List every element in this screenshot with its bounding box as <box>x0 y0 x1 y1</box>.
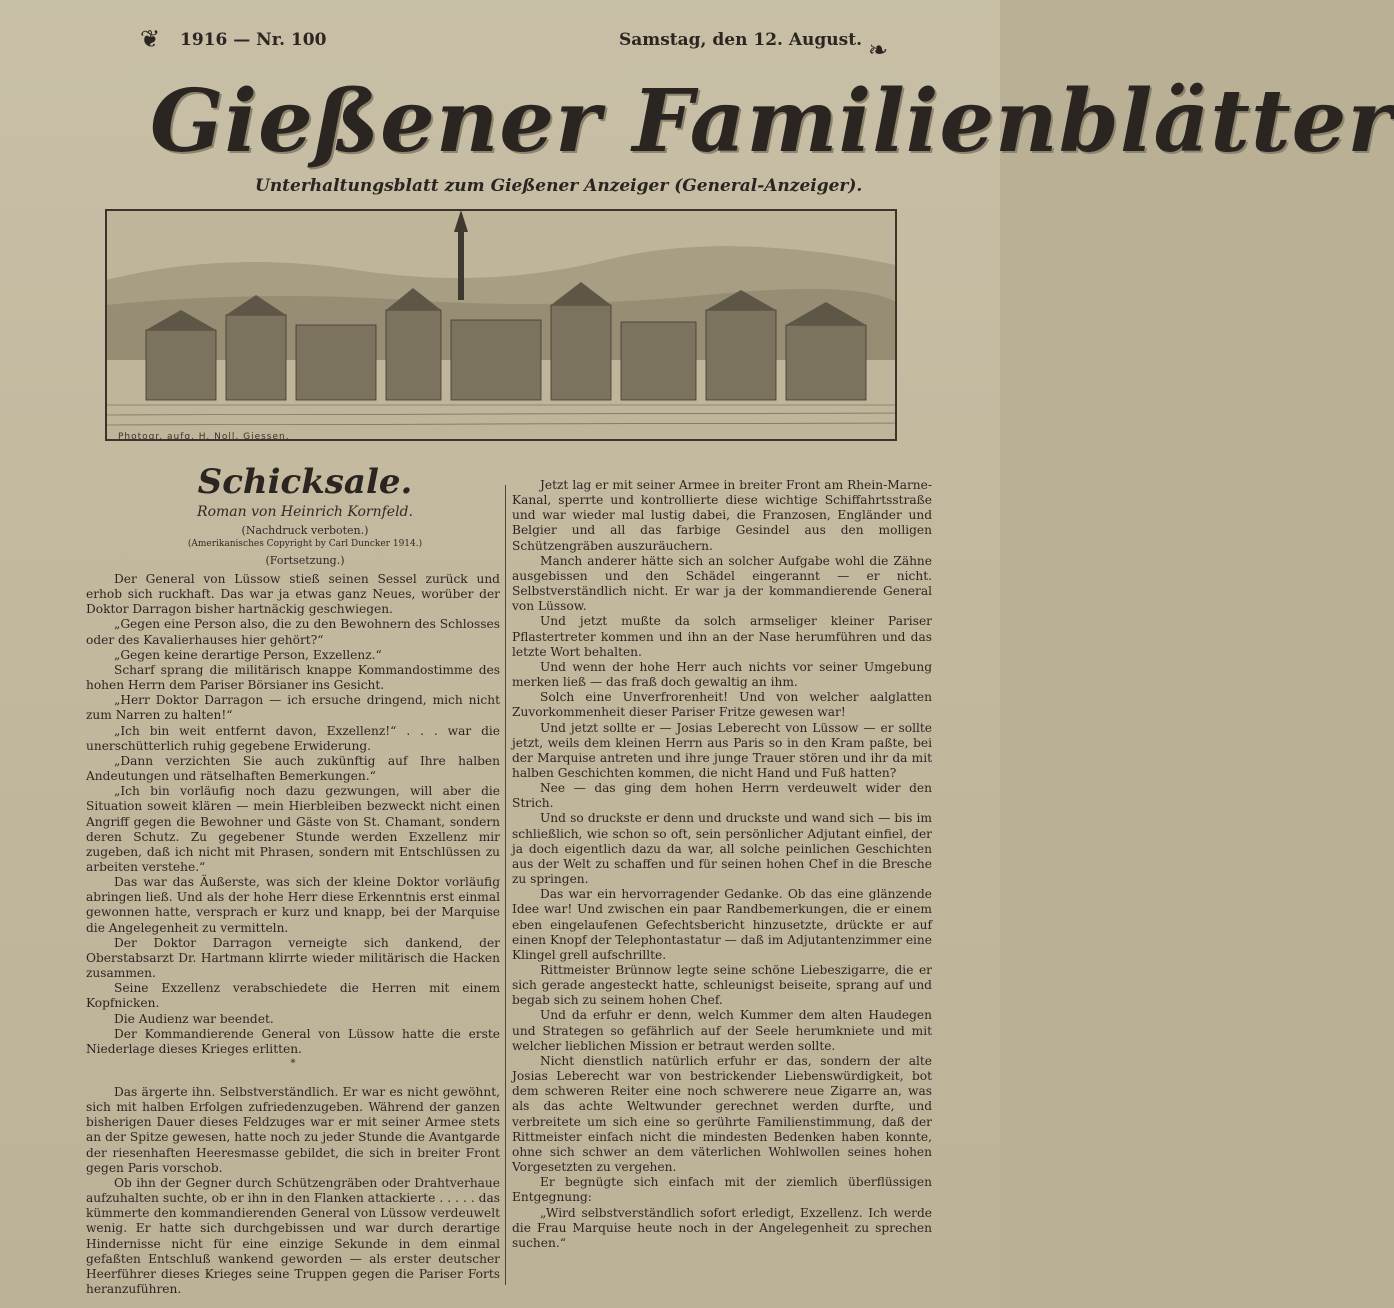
paragraph: Das ärgerte ihn. Selbstverständlich. Er war es nicht gewöhnt, sich mit halben Erfolgen zufriedenzugeben. Während der ganzen bisherigen Dauer dieses Feldzuges war er mit seiner Armee stets an der Spitze gewesen, hatte noch zu jeder Stunde die Avantgarde der riesenhaften Heeresmasse gebildet, die sich in breiter Front gegen Paris vorschob. <box>86 1085 500 1175</box>
paragraph: Das war ein hervorragender Gedanke. Ob das eine glänzende Idee war! Und zwischen ein paar Randbemerkungen, die er einem eben eingelaufenen Gefechtsbericht hinzusetzte, drückte er auf einen Knopf der Telephontastatur — daß im Adjutantenzimmer eine Klingel grell aufschrillte. <box>512 887 932 962</box>
paragraph: Und jetzt mußte da solch armseliger kleiner Pariser Pflastertreter kommen und ihn an der Nase herumführen und das letzte Wort behalten. <box>512 614 932 659</box>
issue-number: 1916 — Nr. 100 <box>180 30 327 50</box>
paragraph: Das war das Äußerste, was sich der kleine Doktor vorläufig abringen ließ. Und als der hohe Herr diese Erkenntnis erst einmal gewonnen hatte, versprach er kurz und knapp, bei der Marquise die Angelegenheit zu vermitteln. <box>86 875 500 935</box>
paragraph: „Gegen eine Person also, die zu den Bewohnern des Schlosses oder des Kavalierhauses hier gehört?“ <box>86 617 501 647</box>
masthead-title: Gießener Familienblätter <box>150 71 1394 172</box>
illustration-credit: Photogr. aufg. H. Noll, Giessen. <box>118 432 290 442</box>
city-illustration <box>106 210 896 440</box>
corner-ornament-left-icon: ❦ <box>140 25 161 53</box>
paragraph: „Herr Doktor Darragon — ich ersuche dringend, mich nicht zum Narren zu halten!“ <box>86 693 500 723</box>
paragraph: Und da erfuhr er denn, welch Kummer dem alten Haudegen und Strategen so gefährlich auf der Seele herumkniete und mit welcher lieblichen Mission er betraut werden sollte. <box>512 1008 932 1053</box>
section-gap <box>86 1071 500 1085</box>
column-left <box>86 572 500 1297</box>
paragraph: Der General von Lüssow stieß seinen Sessel zurück und erhob sich ruckhaft. Das war ja etwas ganz Neues, worüber der Doktor Darragon bisher hartnäckig geschwiegen. <box>86 572 500 617</box>
paragraph: Die Audienz war beendet. <box>114 1011 274 1026</box>
reprint-notice: (Nachdruck verboten.) <box>241 524 369 537</box>
paragraph: „Ich bin weit entfernt davon, Exzellenz!“ . . . war die unerschütterlich ruhig gegebene Erwiderung. <box>86 723 500 753</box>
paragraph: Und jetzt sollte er — Josias Leberecht von Lüssow — er sollte jetzt, weils dem kleinen Herrn aus Paris so in den Kram paßte, bei der Marquise antreten und ihre junge Trauer stören und ihr da mit halben Geschichten kommen, die nicht Hand und Fuß hatten? <box>512 720 932 780</box>
article-author: Roman von Heinrich Kornfeld. <box>197 504 413 520</box>
paragraph: „Dann verzichten Sie auch zukünftig auf Ihre halben Andeutungen und rätselhaften Bemerkungen.“ <box>86 753 500 784</box>
paragraph: Scharf sprang die militärisch knappe Kommandostimme des hohen Herrn dem Pariser Börsianer ins Gesicht. <box>86 662 500 693</box>
paragraph: Und wenn der hohe Herr auch nichts vor seiner Umgebung merken ließ — das fraß doch gewaltig an ihm. <box>512 659 932 690</box>
paragraph: Er begnügte sich einfach mit der ziemlich überflüssigen Entgegnung: <box>512 1175 932 1205</box>
paragraph: Ob ihn der Gegner durch Schützengräben oder Drahtverhaue aufzuhalten suchte, ob er ihn in den Flanken attackierte . . . . . das kümmerte den kommandierenden General von Lüssow verdeuwelt wenig. Er hatte sich durchgebissen und war durch derartige Hindernisse nicht für eine einzige Sekunde in dem einmal gefaßten Entschluß wankend geworden — als erster deutscher Heerführer dieses Krieges seine Truppen gegen die Pariser Forts heranzuführen. <box>86 1175 500 1297</box>
continuation-notice: (Fortsetzung.) <box>265 554 345 567</box>
paragraph: „Ich bin vorläufig noch dazu gezwungen, will aber die Situation soweit klären — mein Hierbleiben bezweckt nicht einen Angriff gegen die Bewohner und Gäste von St. Chamant, sondern deren Schutz. Zu gegebener Stunde werden Exzellenz mir zugeben, daß ich nicht mit Phrasen, sondern mit Entschlüssen zu arbeiten verstehe.“ <box>86 784 500 874</box>
paragraph: Nee — das ging dem hohen Herrn verdeuwelt wider den Strich. <box>512 781 932 811</box>
issue-date: Samstag, den 12. August. <box>618 30 862 50</box>
section-separator: * <box>290 1058 296 1069</box>
paragraph: Jetzt lag er mit seiner Armee in breiter Front am Rhein-Marne-Kanal, sperrte und kontrollierte diese wichtige Schiffahrtsstraße und war wieder mal lustig dabei, die Franzosen, Engländer und Belgier und all das farbige Gesindel aus den molligen Schützengräben auszuräuchern. <box>512 478 932 553</box>
paragraph: Solch eine Unverfrorenheit! Und von welcher aalglatten Zuvorkommenheit dieser Pariser Fritze gewesen war! <box>512 690 932 720</box>
paragraph: „Wird selbstverständlich sofort erledigt, Exzellenz. Ich werde die Frau Marquise heute noch in der Angelegenheit zu sprechen suchen.“ <box>512 1205 932 1250</box>
article-title: Schicksale. <box>197 462 413 502</box>
column-right <box>512 478 932 1251</box>
masthead-subtitle: Unterhaltungsblatt zum Gießener Anzeiger (General-Anzeiger). <box>255 176 863 196</box>
paragraph: Der Kommandierende General von Lüssow hatte die erste Niederlage dieses Krieges erlitten. <box>86 1026 500 1056</box>
paragraph: Rittmeister Brünnow legte seine schöne Liebeszigarre, die er sich gerade angesteckt hatte, schleunigst beiseite, sprang auf und begab sich zu seinem hohen Chef. <box>512 963 932 1008</box>
paragraph: Und so druckste er denn und druckste und wand sich — bis im schließlich, wie schon so oft, sein persönlicher Adjutant einfiel, der ja doch eigentlich dazu da war, all solche peinlichen Geschichten aus der Welt zu schaffen und für seinen hohen Chef in die Bresche zu springen. <box>512 811 932 887</box>
paragraph: Manch anderer hätte sich an solcher Aufgabe wohl die Zähne ausgebissen und den Schädel eingerannt — er nicht. Selbstverständlich nicht. Er war ja der kommandierende General von Lüssow. <box>512 553 932 614</box>
paragraph: Seine Exzellenz verabschiedete die Herren mit einem Kopfnicken. <box>86 981 500 1011</box>
paragraph: „Gegen keine derartige Person, Exzellenz.“ <box>114 647 382 662</box>
paragraph: Nicht dienstlich natürlich erfuhr er das, sondern der alte Josias Leberecht war von bestrickender Liebenswürdigkeit, bot dem schweren Reiter eine noch schwerere neue Zigarre an, was als das achte Weltwunder gerechnet werden durfte, und verbreitete um sich eine so gerührte Familienstimmung, daß der Rittmeister einfach nicht die mindesten Bedenken haben konnte, ohne sich schwer an dem väterlichen Wohlwollen seines hohen Vorgesetzten zu vergehen. <box>512 1053 932 1175</box>
paragraph: Der Doktor Darragon verneigte sich dankend, der Oberstabsarzt Dr. Hartmann klirrte wieder militärisch die Hacken zusammen. <box>86 935 500 981</box>
copyright-notice: (Amerikanisches Copyright by Carl Duncker 1914.) <box>187 539 423 549</box>
column-divider <box>505 485 506 1285</box>
corner-ornament-right-icon: ❧ <box>868 36 889 64</box>
